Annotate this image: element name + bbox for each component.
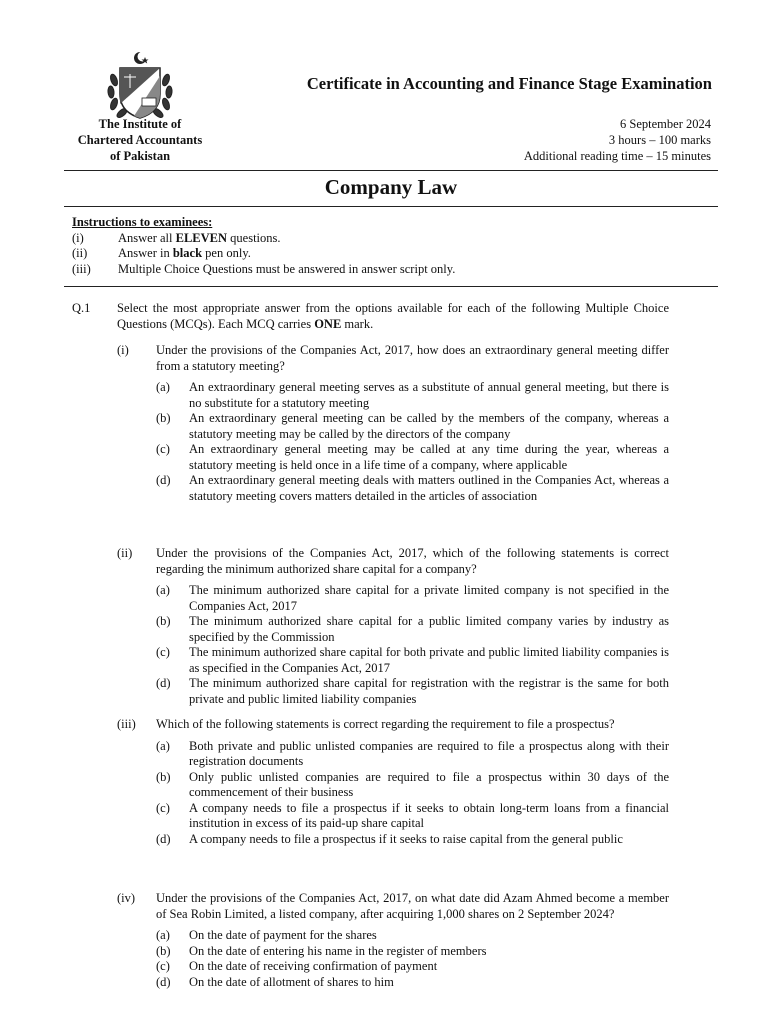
option-text: An extraordinary general meeting may be called at any time during the year, whereas a statutory meeting is held once in a life time of a company, where applicable bbox=[189, 442, 669, 472]
mcq-option bbox=[156, 832, 669, 848]
instruction-item bbox=[72, 262, 692, 278]
mcq-number: (iv) bbox=[117, 891, 136, 905]
mcq-options bbox=[156, 928, 669, 990]
instruction-text-part: Answer all bbox=[118, 230, 176, 245]
institute-line: Chartered Accountants bbox=[77, 133, 203, 147]
option-text: An extraordinary general meeting deals with matters outlined in the Companies Act, whereas a statutory meeting covers matters detailed in the articles of association bbox=[189, 473, 669, 503]
instruction-number: (i) bbox=[72, 230, 84, 245]
option-label: (c) bbox=[156, 645, 170, 659]
mcq-option bbox=[156, 676, 669, 707]
option-label: (c) bbox=[156, 959, 170, 973]
exam-date: 6 September 2024 bbox=[620, 117, 711, 131]
option-label: (b) bbox=[156, 411, 171, 425]
option-text: An extraordinary general meeting can be called by the members of the company, whereas a statutory meeting may be called by the directors of the company bbox=[189, 411, 669, 441]
mcq-question: Which of the following statements is correct regarding the requirement to file a prospectus? bbox=[156, 717, 615, 731]
option-label: (b) bbox=[156, 943, 171, 958]
instruction-text bbox=[118, 231, 281, 247]
option-text: A company needs to file a prospectus if it seeks to obtain long-term loans from a financial institution in excess of its paid-up share capital bbox=[189, 800, 669, 830]
instruction-emphasis: ELEVEN bbox=[175, 230, 228, 245]
divider bbox=[64, 206, 718, 207]
option-label: (d) bbox=[156, 831, 171, 846]
option-text: Only public unlisted companies are required to file a prospectus within 30 days of the commencement of their business bbox=[189, 769, 669, 799]
mcq-number: (ii) bbox=[117, 546, 133, 560]
mcq-option bbox=[156, 645, 669, 676]
mcq-option bbox=[156, 944, 669, 960]
option-label: (a) bbox=[156, 380, 170, 394]
mcq-option bbox=[156, 614, 669, 645]
option-text: On the date of receiving confirmation of payment bbox=[189, 959, 438, 973]
mcq-options bbox=[156, 380, 669, 504]
option-label: (c) bbox=[156, 800, 170, 815]
mcq-option bbox=[156, 928, 669, 944]
instruction-text bbox=[118, 246, 251, 262]
mcq-item bbox=[117, 546, 669, 707]
question-text-part: Select the most appropriate answer from the options available for each of the following Multiple Choice Questions (MCQs). Each MCQ carries bbox=[117, 301, 669, 331]
mcq-item bbox=[117, 891, 669, 990]
instructions-heading: Instructions to examinees: bbox=[72, 215, 213, 229]
option-label: (b) bbox=[156, 614, 171, 628]
mcq-item bbox=[117, 343, 669, 504]
institute-name bbox=[62, 116, 218, 164]
instruction-item bbox=[72, 246, 692, 262]
subject-title: Company Law bbox=[324, 175, 458, 199]
mcq-option bbox=[156, 442, 669, 473]
option-text: On the date of payment for the shares bbox=[189, 928, 377, 942]
exam-reading-time: Additional reading time – 15 minutes bbox=[523, 149, 711, 163]
institute-logo bbox=[100, 50, 180, 122]
option-label: (d) bbox=[156, 974, 171, 989]
option-label: (a) bbox=[156, 738, 170, 753]
option-text: A company needs to file a prospectus if it seeks to raise capital from the general public bbox=[189, 831, 623, 846]
option-text: The minimum authorized share capital for both private and public limited liability companies is as specified in the Companies Act, 2017 bbox=[189, 645, 669, 675]
question-text-part: mark. bbox=[341, 316, 374, 331]
mcq-number: (i) bbox=[117, 343, 129, 357]
exam-title: Certificate in Accounting and Finance Stage Examination bbox=[306, 74, 712, 93]
mcq-options bbox=[156, 739, 669, 848]
exam-info bbox=[524, 116, 711, 164]
mcq-option bbox=[156, 473, 669, 504]
mcq-option bbox=[156, 411, 669, 442]
instruction-text-part: pen only. bbox=[202, 246, 251, 260]
shield-icon bbox=[120, 68, 160, 118]
mcq-question: Under the provisions of the Companies Act, 2017, on what date did Azam Ahmed become a member of Sea Robin Limited, a listed company, after acquiring 1,000 shares on 2 September 2024? bbox=[156, 891, 669, 921]
option-text: An extraordinary general meeting serves as a substitute of annual general meeting, but there is no substitute for a statutory meeting bbox=[189, 380, 669, 410]
institute-line: of Pakistan bbox=[109, 149, 171, 163]
question-number: Q.1 bbox=[72, 301, 91, 315]
mcq-number: (iii) bbox=[117, 717, 136, 731]
option-label: (d) bbox=[156, 473, 171, 487]
option-text: The minimum authorized share capital for a private limited company is not specified in the Companies Act, 2017 bbox=[189, 583, 669, 613]
mcq-options bbox=[156, 583, 669, 707]
option-text: Both private and public unlisted companies are required to file a prospectus along with their registration documents bbox=[189, 738, 669, 768]
option-label: (c) bbox=[156, 442, 170, 456]
option-label: (a) bbox=[156, 928, 170, 942]
mcq-item bbox=[117, 717, 669, 847]
option-label: (a) bbox=[156, 583, 170, 597]
divider bbox=[64, 286, 718, 287]
option-text: On the date of allotment of shares to him bbox=[189, 974, 394, 989]
option-text: The minimum authorized share capital for registration with the registrar is the same for both private and public limited liability companies bbox=[189, 676, 669, 706]
mcq-option bbox=[156, 583, 669, 614]
divider bbox=[64, 170, 718, 171]
mcq-option bbox=[156, 959, 669, 975]
mcq-option bbox=[156, 770, 669, 801]
mcq-option bbox=[156, 380, 669, 411]
instruction-number: (ii) bbox=[72, 246, 88, 260]
instruction-emphasis: black bbox=[172, 246, 203, 260]
option-label: (b) bbox=[156, 769, 171, 784]
instruction-text-part: questions. bbox=[227, 230, 281, 245]
instruction-text-part: Answer in bbox=[118, 246, 173, 260]
instruction-text: Multiple Choice Questions must be answered in answer script only. bbox=[118, 261, 456, 276]
exam-duration: 3 hours – 100 marks bbox=[608, 133, 711, 147]
institute-line: The Institute of bbox=[98, 117, 182, 131]
question-text bbox=[117, 301, 669, 332]
instruction-number: (iii) bbox=[72, 261, 91, 276]
mcq-question: Under the provisions of the Companies Act, 2017, how does an extraordinary general meeting differ from a statutory meeting? bbox=[156, 343, 669, 373]
mcq-option bbox=[156, 739, 669, 770]
mcq-option bbox=[156, 801, 669, 832]
question-emphasis: ONE bbox=[314, 316, 342, 331]
option-label: (d) bbox=[156, 676, 171, 690]
instructions bbox=[72, 215, 692, 277]
option-text: The minimum authorized share capital for a public limited company varies by industry as specified by the Commission bbox=[189, 614, 669, 644]
option-text: On the date of entering his name in the register of members bbox=[189, 943, 487, 958]
mcq-question: Under the provisions of the Companies Act, 2017, which of the following statements is correct regarding the minimum authorized share capital for a company? bbox=[156, 546, 669, 576]
instruction-item bbox=[72, 231, 692, 247]
crescent-star-icon bbox=[134, 52, 149, 65]
mcq-option bbox=[156, 975, 669, 991]
